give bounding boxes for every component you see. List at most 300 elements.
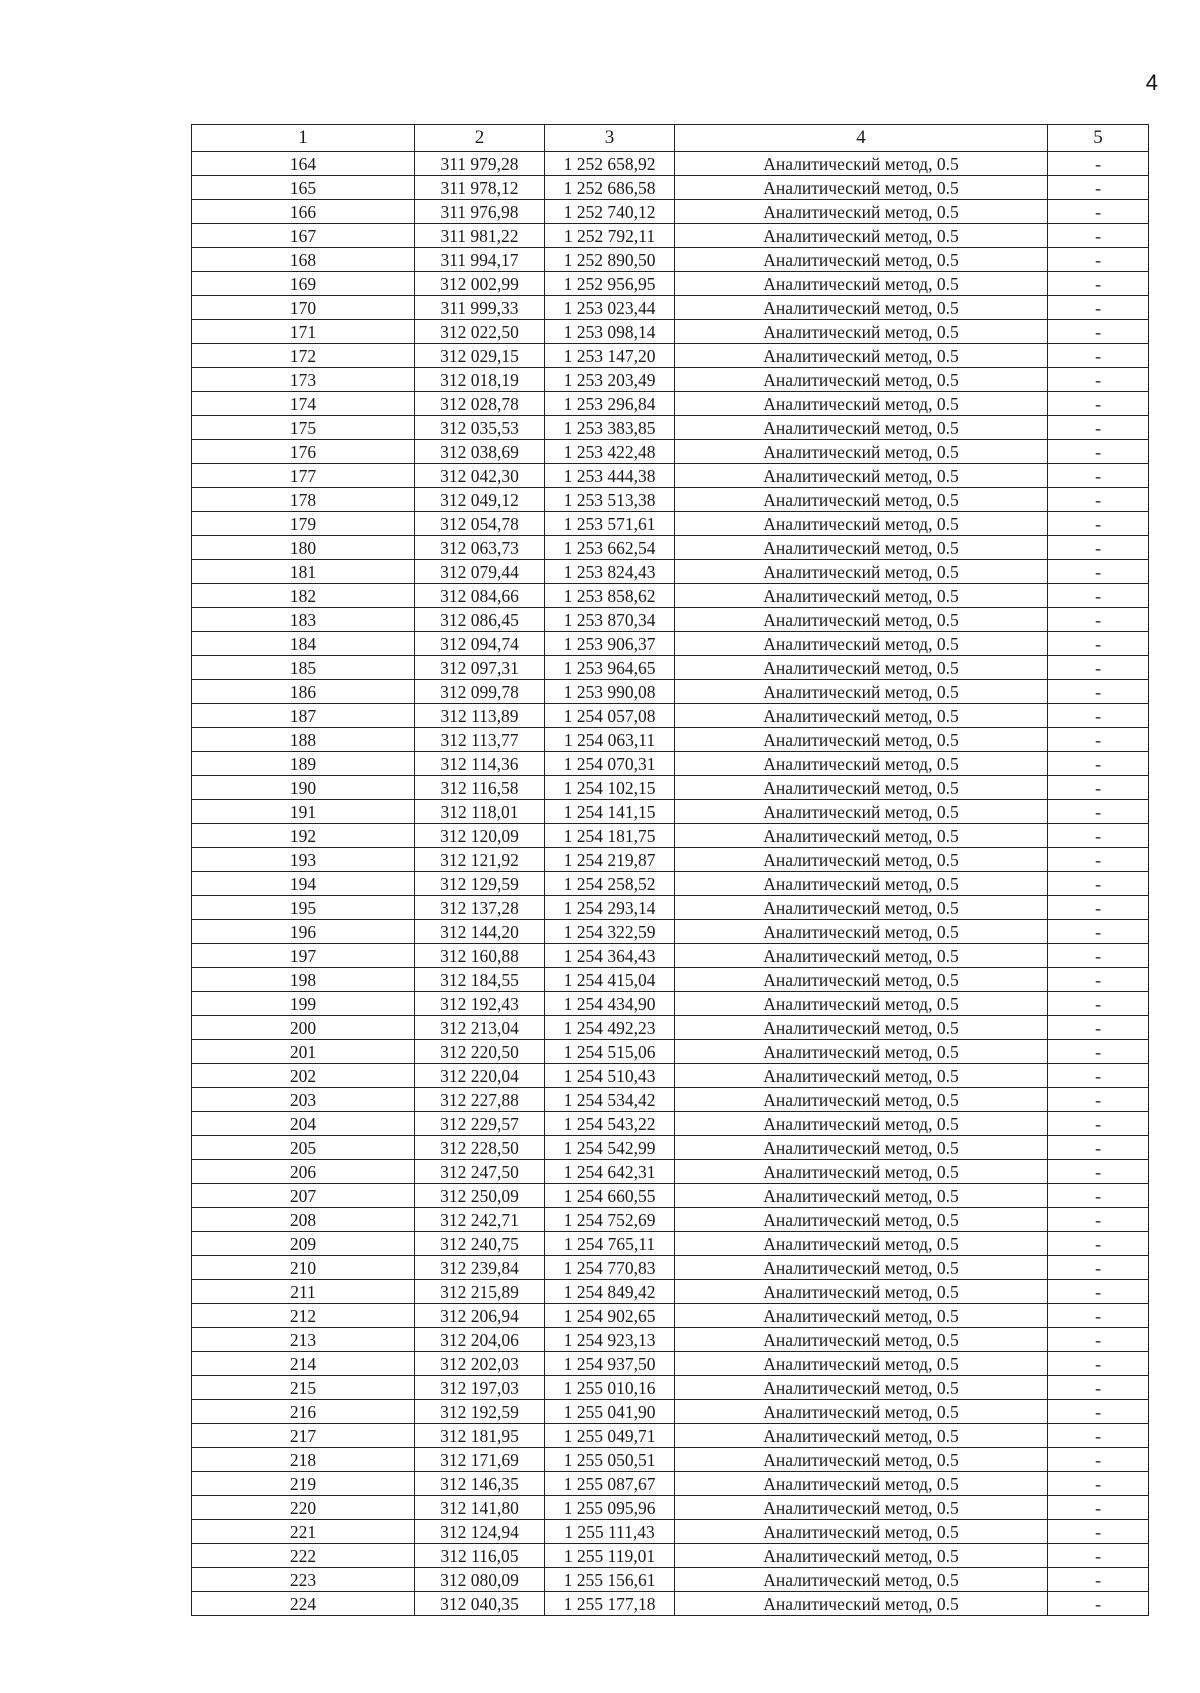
- method-cell: Аналитический метод, 0.5: [675, 800, 1048, 824]
- method-cell: Аналитический метод, 0.5: [675, 992, 1048, 1016]
- page-number: 4: [1145, 70, 1158, 95]
- note-cell: -: [1048, 680, 1149, 704]
- method-cell: Аналитический метод, 0.5: [675, 512, 1048, 536]
- x-coordinate-cell: 312 116,05: [415, 1544, 545, 1568]
- x-coordinate-cell: 312 018,19: [415, 368, 545, 392]
- table-row: [192, 968, 1149, 992]
- x-coordinate-cell: 312 204,06: [415, 1328, 545, 1352]
- method-cell: Аналитический метод, 0.5: [675, 584, 1048, 608]
- table-row: [192, 824, 1149, 848]
- x-coordinate-cell: 312 121,92: [415, 848, 545, 872]
- point-number-cell: 208: [192, 1208, 415, 1232]
- table-row: [192, 368, 1149, 392]
- table-row: [192, 272, 1149, 296]
- x-coordinate-cell: 312 202,03: [415, 1352, 545, 1376]
- y-coordinate-cell: 1 252 686,58: [545, 176, 675, 200]
- x-coordinate-cell: 312 040,35: [415, 1592, 545, 1616]
- x-coordinate-cell: 312 197,03: [415, 1376, 545, 1400]
- table-row: [192, 680, 1149, 704]
- table-row: [192, 392, 1149, 416]
- method-cell: Аналитический метод, 0.5: [675, 704, 1048, 728]
- point-number-cell: 204: [192, 1112, 415, 1136]
- note-cell: -: [1048, 728, 1149, 752]
- x-coordinate-cell: 312 002,99: [415, 272, 545, 296]
- column-header-1: 1: [192, 125, 415, 152]
- table-row: [192, 248, 1149, 272]
- table-row: [192, 656, 1149, 680]
- point-number-cell: 192: [192, 824, 415, 848]
- method-cell: Аналитический метод, 0.5: [675, 1232, 1048, 1256]
- note-cell: -: [1048, 416, 1149, 440]
- point-number-cell: 177: [192, 464, 415, 488]
- y-coordinate-cell: 1 254 765,11: [545, 1232, 675, 1256]
- table-row: [192, 872, 1149, 896]
- x-coordinate-cell: 311 978,12: [415, 176, 545, 200]
- y-coordinate-cell: 1 254 923,13: [545, 1328, 675, 1352]
- method-cell: Аналитический метод, 0.5: [675, 1208, 1048, 1232]
- x-coordinate-cell: 312 054,78: [415, 512, 545, 536]
- y-coordinate-cell: 1 254 258,52: [545, 872, 675, 896]
- note-cell: -: [1048, 536, 1149, 560]
- x-coordinate-cell: 312 160,88: [415, 944, 545, 968]
- method-cell: Аналитический метод, 0.5: [675, 728, 1048, 752]
- table-row: [192, 1328, 1149, 1352]
- table-row: [192, 200, 1149, 224]
- table-row: [192, 1520, 1149, 1544]
- y-coordinate-cell: 1 254 542,99: [545, 1136, 675, 1160]
- note-cell: -: [1048, 1112, 1149, 1136]
- point-number-cell: 198: [192, 968, 415, 992]
- point-number-cell: 181: [192, 560, 415, 584]
- table-row: [192, 1016, 1149, 1040]
- method-cell: Аналитический метод, 0.5: [675, 1352, 1048, 1376]
- y-coordinate-cell: 1 255 041,90: [545, 1400, 675, 1424]
- note-cell: -: [1048, 944, 1149, 968]
- y-coordinate-cell: 1 254 902,65: [545, 1304, 675, 1328]
- x-coordinate-cell: 312 124,94: [415, 1520, 545, 1544]
- note-cell: -: [1048, 344, 1149, 368]
- table-body: [192, 152, 1149, 1616]
- y-coordinate-cell: 1 253 964,65: [545, 656, 675, 680]
- x-coordinate-cell: 311 979,28: [415, 152, 545, 176]
- method-cell: Аналитический метод, 0.5: [675, 1568, 1048, 1592]
- note-cell: -: [1048, 800, 1149, 824]
- y-coordinate-cell: 1 254 752,69: [545, 1208, 675, 1232]
- note-cell: -: [1048, 584, 1149, 608]
- method-cell: Аналитический метод, 0.5: [675, 680, 1048, 704]
- method-cell: Аналитический метод, 0.5: [675, 1088, 1048, 1112]
- y-coordinate-cell: 1 254 492,23: [545, 1016, 675, 1040]
- point-number-cell: 186: [192, 680, 415, 704]
- note-cell: -: [1048, 272, 1149, 296]
- table-row: [192, 560, 1149, 584]
- x-coordinate-cell: 312 228,50: [415, 1136, 545, 1160]
- point-number-cell: 210: [192, 1256, 415, 1280]
- table-row: [192, 1472, 1149, 1496]
- point-number-cell: 164: [192, 152, 415, 176]
- method-cell: Аналитический метод, 0.5: [675, 896, 1048, 920]
- point-number-cell: 217: [192, 1424, 415, 1448]
- table-row: [192, 152, 1149, 176]
- table-row: [192, 344, 1149, 368]
- header-row: [192, 125, 1149, 152]
- point-number-cell: 213: [192, 1328, 415, 1352]
- table-row: [192, 1064, 1149, 1088]
- method-cell: Аналитический метод, 0.5: [675, 1184, 1048, 1208]
- method-cell: Аналитический метод, 0.5: [675, 752, 1048, 776]
- y-coordinate-cell: 1 254 322,59: [545, 920, 675, 944]
- x-coordinate-cell: 312 120,09: [415, 824, 545, 848]
- x-coordinate-cell: 312 129,59: [415, 872, 545, 896]
- y-coordinate-cell: 1 253 990,08: [545, 680, 675, 704]
- method-cell: Аналитический метод, 0.5: [675, 1328, 1048, 1352]
- y-coordinate-cell: 1 252 658,92: [545, 152, 675, 176]
- y-coordinate-cell: 1 255 049,71: [545, 1424, 675, 1448]
- y-coordinate-cell: 1 254 141,15: [545, 800, 675, 824]
- point-number-cell: 218: [192, 1448, 415, 1472]
- note-cell: -: [1048, 656, 1149, 680]
- point-number-cell: 175: [192, 416, 415, 440]
- y-coordinate-cell: 1 254 770,83: [545, 1256, 675, 1280]
- table-row: [192, 536, 1149, 560]
- y-coordinate-cell: 1 253 383,85: [545, 416, 675, 440]
- note-cell: -: [1048, 512, 1149, 536]
- note-cell: -: [1048, 1400, 1149, 1424]
- note-cell: -: [1048, 1448, 1149, 1472]
- method-cell: Аналитический метод, 0.5: [675, 296, 1048, 320]
- note-cell: -: [1048, 1016, 1149, 1040]
- method-cell: Аналитический метод, 0.5: [675, 272, 1048, 296]
- point-number-cell: 187: [192, 704, 415, 728]
- x-coordinate-cell: 312 247,50: [415, 1160, 545, 1184]
- table-row: [192, 464, 1149, 488]
- note-cell: -: [1048, 368, 1149, 392]
- method-cell: Аналитический метод, 0.5: [675, 1448, 1048, 1472]
- note-cell: -: [1048, 1088, 1149, 1112]
- y-coordinate-cell: 1 255 156,61: [545, 1568, 675, 1592]
- x-coordinate-cell: 312 227,88: [415, 1088, 545, 1112]
- method-cell: Аналитический метод, 0.5: [675, 632, 1048, 656]
- x-coordinate-cell: 312 063,73: [415, 536, 545, 560]
- x-coordinate-cell: 312 097,31: [415, 656, 545, 680]
- y-coordinate-cell: 1 255 050,51: [545, 1448, 675, 1472]
- method-cell: Аналитический метод, 0.5: [675, 944, 1048, 968]
- point-number-cell: 214: [192, 1352, 415, 1376]
- method-cell: Аналитический метод, 0.5: [675, 1544, 1048, 1568]
- y-coordinate-cell: 1 253 203,49: [545, 368, 675, 392]
- point-number-cell: 197: [192, 944, 415, 968]
- x-coordinate-cell: 312 038,69: [415, 440, 545, 464]
- y-coordinate-cell: 1 254 293,14: [545, 896, 675, 920]
- x-coordinate-cell: 312 171,69: [415, 1448, 545, 1472]
- point-number-cell: 224: [192, 1592, 415, 1616]
- table-row: [192, 1256, 1149, 1280]
- method-cell: Аналитический метод, 0.5: [675, 320, 1048, 344]
- x-coordinate-cell: 312 213,04: [415, 1016, 545, 1040]
- note-cell: -: [1048, 776, 1149, 800]
- y-coordinate-cell: 1 254 070,31: [545, 752, 675, 776]
- table-row: [192, 704, 1149, 728]
- method-cell: Аналитический метод, 0.5: [675, 1256, 1048, 1280]
- table-row: [192, 296, 1149, 320]
- x-coordinate-cell: 312 240,75: [415, 1232, 545, 1256]
- note-cell: -: [1048, 872, 1149, 896]
- method-cell: Аналитический метод, 0.5: [675, 416, 1048, 440]
- method-cell: Аналитический метод, 0.5: [675, 440, 1048, 464]
- y-coordinate-cell: 1 254 057,08: [545, 704, 675, 728]
- y-coordinate-cell: 1 252 956,95: [545, 272, 675, 296]
- method-cell: Аналитический метод, 0.5: [675, 1160, 1048, 1184]
- note-cell: -: [1048, 1184, 1149, 1208]
- table-row: [192, 1208, 1149, 1232]
- y-coordinate-cell: 1 254 510,43: [545, 1064, 675, 1088]
- y-coordinate-cell: 1 254 543,22: [545, 1112, 675, 1136]
- method-cell: Аналитический метод, 0.5: [675, 1472, 1048, 1496]
- table-row: [192, 1424, 1149, 1448]
- table-row: [192, 584, 1149, 608]
- x-coordinate-cell: 312 114,36: [415, 752, 545, 776]
- point-number-cell: 170: [192, 296, 415, 320]
- point-number-cell: 209: [192, 1232, 415, 1256]
- point-number-cell: 168: [192, 248, 415, 272]
- y-coordinate-cell: 1 253 824,43: [545, 560, 675, 584]
- table-row: [192, 1592, 1149, 1616]
- note-cell: -: [1048, 1472, 1149, 1496]
- note-cell: -: [1048, 992, 1149, 1016]
- method-cell: Аналитический метод, 0.5: [675, 248, 1048, 272]
- table-row: [192, 1184, 1149, 1208]
- x-coordinate-cell: 311 981,22: [415, 224, 545, 248]
- note-cell: -: [1048, 1040, 1149, 1064]
- y-coordinate-cell: 1 253 858,62: [545, 584, 675, 608]
- note-cell: -: [1048, 1208, 1149, 1232]
- x-coordinate-cell: 312 028,78: [415, 392, 545, 416]
- note-cell: -: [1048, 392, 1149, 416]
- y-coordinate-cell: 1 253 296,84: [545, 392, 675, 416]
- x-coordinate-cell: 312 144,20: [415, 920, 545, 944]
- x-coordinate-cell: 312 086,45: [415, 608, 545, 632]
- x-coordinate-cell: 312 113,77: [415, 728, 545, 752]
- x-coordinate-cell: 312 229,57: [415, 1112, 545, 1136]
- y-coordinate-cell: 1 253 662,54: [545, 536, 675, 560]
- method-cell: Аналитический метод, 0.5: [675, 1424, 1048, 1448]
- y-coordinate-cell: 1 253 023,44: [545, 296, 675, 320]
- y-coordinate-cell: 1 253 098,14: [545, 320, 675, 344]
- point-number-cell: 221: [192, 1520, 415, 1544]
- x-coordinate-cell: 312 141,80: [415, 1496, 545, 1520]
- x-coordinate-cell: 311 976,98: [415, 200, 545, 224]
- x-coordinate-cell: 312 250,09: [415, 1184, 545, 1208]
- method-cell: Аналитический метод, 0.5: [675, 560, 1048, 584]
- method-cell: Аналитический метод, 0.5: [675, 920, 1048, 944]
- x-coordinate-cell: 312 113,89: [415, 704, 545, 728]
- method-cell: Аналитический метод, 0.5: [675, 608, 1048, 632]
- table-header: [192, 125, 1149, 152]
- note-cell: -: [1048, 752, 1149, 776]
- x-coordinate-cell: 312 184,55: [415, 968, 545, 992]
- point-number-cell: 183: [192, 608, 415, 632]
- x-coordinate-cell: 312 035,53: [415, 416, 545, 440]
- x-coordinate-cell: 312 049,12: [415, 488, 545, 512]
- point-number-cell: 182: [192, 584, 415, 608]
- note-cell: -: [1048, 1352, 1149, 1376]
- x-coordinate-cell: 312 137,28: [415, 896, 545, 920]
- point-number-cell: 202: [192, 1064, 415, 1088]
- method-cell: Аналитический метод, 0.5: [675, 824, 1048, 848]
- note-cell: -: [1048, 1328, 1149, 1352]
- method-cell: Аналитический метод, 0.5: [675, 848, 1048, 872]
- table-row: [192, 224, 1149, 248]
- method-cell: Аналитический метод, 0.5: [675, 968, 1048, 992]
- note-cell: -: [1048, 1280, 1149, 1304]
- note-cell: -: [1048, 920, 1149, 944]
- note-cell: -: [1048, 1160, 1149, 1184]
- point-number-cell: 178: [192, 488, 415, 512]
- note-cell: -: [1048, 632, 1149, 656]
- note-cell: -: [1048, 1424, 1149, 1448]
- point-number-cell: 180: [192, 536, 415, 560]
- point-number-cell: 193: [192, 848, 415, 872]
- note-cell: -: [1048, 200, 1149, 224]
- note-cell: -: [1048, 560, 1149, 584]
- x-coordinate-cell: 312 022,50: [415, 320, 545, 344]
- x-coordinate-cell: 312 192,43: [415, 992, 545, 1016]
- note-cell: -: [1048, 1136, 1149, 1160]
- y-coordinate-cell: 1 253 513,38: [545, 488, 675, 512]
- note-cell: -: [1048, 1256, 1149, 1280]
- x-coordinate-cell: 312 080,09: [415, 1568, 545, 1592]
- y-coordinate-cell: 1 252 890,50: [545, 248, 675, 272]
- y-coordinate-cell: 1 253 870,34: [545, 608, 675, 632]
- x-coordinate-cell: 312 118,01: [415, 800, 545, 824]
- point-number-cell: 223: [192, 1568, 415, 1592]
- note-cell: -: [1048, 1376, 1149, 1400]
- method-cell: Аналитический метод, 0.5: [675, 776, 1048, 800]
- point-number-cell: 191: [192, 800, 415, 824]
- method-cell: Аналитический метод, 0.5: [675, 1016, 1048, 1040]
- method-cell: Аналитический метод, 0.5: [675, 1304, 1048, 1328]
- note-cell: -: [1048, 248, 1149, 272]
- point-number-cell: 206: [192, 1160, 415, 1184]
- method-cell: Аналитический метод, 0.5: [675, 1040, 1048, 1064]
- table-row: [192, 920, 1149, 944]
- note-cell: -: [1048, 320, 1149, 344]
- coordinates-table: [191, 124, 1149, 1616]
- table-row: [192, 1088, 1149, 1112]
- note-cell: -: [1048, 176, 1149, 200]
- y-coordinate-cell: 1 253 571,61: [545, 512, 675, 536]
- method-cell: Аналитический метод, 0.5: [675, 344, 1048, 368]
- table-row: [192, 1232, 1149, 1256]
- point-number-cell: 194: [192, 872, 415, 896]
- method-cell: Аналитический метод, 0.5: [675, 1112, 1048, 1136]
- point-number-cell: 201: [192, 1040, 415, 1064]
- point-number-cell: 219: [192, 1472, 415, 1496]
- table-row: [192, 176, 1149, 200]
- method-cell: Аналитический метод, 0.5: [675, 392, 1048, 416]
- table-row: [192, 512, 1149, 536]
- point-number-cell: 179: [192, 512, 415, 536]
- table-row: [192, 944, 1149, 968]
- point-number-cell: 184: [192, 632, 415, 656]
- table-row: [192, 440, 1149, 464]
- x-coordinate-cell: 312 099,78: [415, 680, 545, 704]
- method-cell: Аналитический метод, 0.5: [675, 536, 1048, 560]
- y-coordinate-cell: 1 253 906,37: [545, 632, 675, 656]
- column-header-5: 5: [1048, 125, 1149, 152]
- table-row: [192, 752, 1149, 776]
- y-coordinate-cell: 1 254 181,75: [545, 824, 675, 848]
- method-cell: Аналитический метод, 0.5: [675, 1400, 1048, 1424]
- x-coordinate-cell: 312 181,95: [415, 1424, 545, 1448]
- x-coordinate-cell: 312 220,04: [415, 1064, 545, 1088]
- note-cell: -: [1048, 152, 1149, 176]
- method-cell: Аналитический метод, 0.5: [675, 1376, 1048, 1400]
- table-row: [192, 728, 1149, 752]
- table-row: [192, 992, 1149, 1016]
- y-coordinate-cell: 1 254 849,42: [545, 1280, 675, 1304]
- column-header-4: 4: [675, 125, 1048, 152]
- table-row: [192, 1136, 1149, 1160]
- y-coordinate-cell: 1 255 177,18: [545, 1592, 675, 1616]
- note-cell: -: [1048, 488, 1149, 512]
- point-number-cell: 188: [192, 728, 415, 752]
- note-cell: -: [1048, 440, 1149, 464]
- column-header-3: 3: [545, 125, 675, 152]
- point-number-cell: 200: [192, 1016, 415, 1040]
- method-cell: Аналитический метод, 0.5: [675, 152, 1048, 176]
- x-coordinate-cell: 311 994,17: [415, 248, 545, 272]
- table-row: [192, 1040, 1149, 1064]
- table-row: [192, 632, 1149, 656]
- method-cell: Аналитический метод, 0.5: [675, 368, 1048, 392]
- note-cell: -: [1048, 1064, 1149, 1088]
- point-number-cell: 196: [192, 920, 415, 944]
- table-row: [192, 488, 1149, 512]
- point-number-cell: 199: [192, 992, 415, 1016]
- note-cell: -: [1048, 896, 1149, 920]
- method-cell: Аналитический метод, 0.5: [675, 872, 1048, 896]
- method-cell: Аналитический метод, 0.5: [675, 1496, 1048, 1520]
- point-number-cell: 189: [192, 752, 415, 776]
- y-coordinate-cell: 1 254 660,55: [545, 1184, 675, 1208]
- method-cell: Аналитический метод, 0.5: [675, 1592, 1048, 1616]
- table-row: [192, 1112, 1149, 1136]
- method-cell: Аналитический метод, 0.5: [675, 1520, 1048, 1544]
- method-cell: Аналитический метод, 0.5: [675, 488, 1048, 512]
- table-row: [192, 1568, 1149, 1592]
- table-row: [192, 1280, 1149, 1304]
- table-row: [192, 1352, 1149, 1376]
- point-number-cell: 220: [192, 1496, 415, 1520]
- method-cell: Аналитический метод, 0.5: [675, 464, 1048, 488]
- table-row: [192, 1160, 1149, 1184]
- point-number-cell: 215: [192, 1376, 415, 1400]
- method-cell: Аналитический метод, 0.5: [675, 1136, 1048, 1160]
- y-coordinate-cell: 1 255 119,01: [545, 1544, 675, 1568]
- y-coordinate-cell: 1 254 515,06: [545, 1040, 675, 1064]
- y-coordinate-cell: 1 254 534,42: [545, 1088, 675, 1112]
- table-row: [192, 896, 1149, 920]
- point-number-cell: 173: [192, 368, 415, 392]
- y-coordinate-cell: 1 254 063,11: [545, 728, 675, 752]
- x-coordinate-cell: 312 192,59: [415, 1400, 545, 1424]
- y-coordinate-cell: 1 254 219,87: [545, 848, 675, 872]
- method-cell: Аналитический метод, 0.5: [675, 176, 1048, 200]
- y-coordinate-cell: 1 255 111,43: [545, 1520, 675, 1544]
- point-number-cell: 195: [192, 896, 415, 920]
- point-number-cell: 207: [192, 1184, 415, 1208]
